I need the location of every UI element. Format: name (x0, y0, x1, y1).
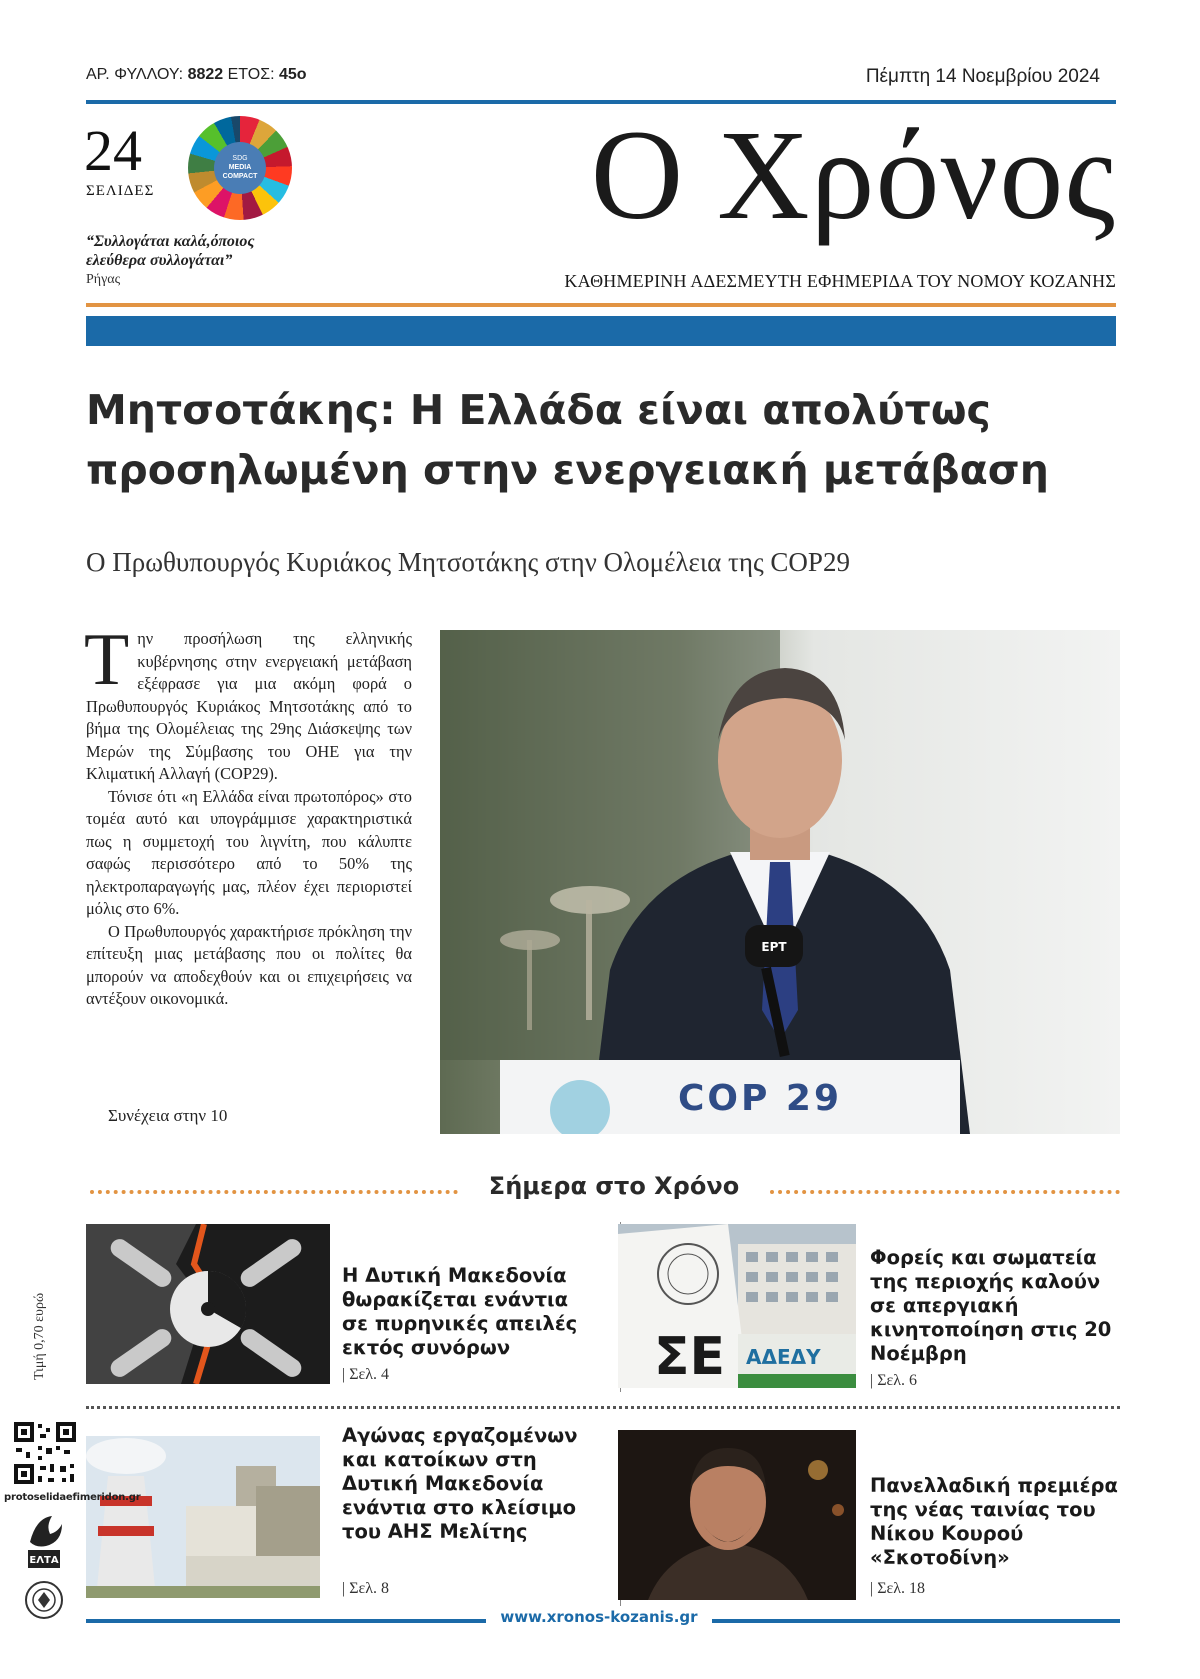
dropcap: Τ (84, 619, 130, 701)
lead-body (84, 619, 412, 1011)
footer-rule-left (86, 1619, 486, 1623)
blue-band (86, 316, 1116, 346)
newspaper-masthead: Ο Χρόνος (590, 104, 1116, 246)
issue-info: ΑΡ. ΦΥΛΛΟΥ: 8822 ΕΤΟΣ: 45ο (86, 66, 307, 83)
orange-rule (86, 303, 1116, 307)
story-4-page: | Σελ. 18 (870, 1580, 925, 1597)
story-4-title[interactable]: Πανελλαδική πρεμιέρα της νέας ταινίας του Νίκου Κουρού «Σκοτοδίνη» (870, 1474, 1118, 1569)
nuclear-illustration (86, 1224, 330, 1384)
lead-subhead: Ο Πρωθυπουργός Κυριάκος Μητσοτάκης στην Ολομέλεια της COP29 (86, 547, 850, 577)
page-count: 24 (84, 118, 142, 183)
lead-paragraph: Ο Πρωθυπουργός χαρακτήρισε πρόκληση την επίτευξη μιας μετάβασης που οι πολίτες θα μπορούν να αποδεχθούν και οι επιχειρήσεις να αντέξουν οικονομικά. (86, 921, 412, 1008)
masthead-quote: “Συλλογάται καλά,όποιος ελεύθερα συλλογάται” (86, 233, 255, 269)
story-row-divider (86, 1406, 1120, 1409)
continued-link[interactable]: Συνέχεια στην 10 (108, 1106, 228, 1125)
story-3-page: | Σελ. 8 (342, 1580, 389, 1597)
lead-paragraph: Την προσήλωση της ελληνικής κυβέρνησης στην ενεργειακή μετάβαση εξέφρασε για μια ακόμη φορά ο Πρωθυπουργός Κυριάκος Μητσοτάκης από το βήμα της Ολομέλειας της 29ης Διάσκεψης των Μερών της Σύμβασης του ΟΗΕ για την Κλιματική Αλλαγή (COP29). (84, 619, 412, 783)
power-plant-illustration (86, 1436, 320, 1598)
story-1-image[interactable] (86, 1224, 330, 1384)
story-2-title[interactable]: Φορείς και σωματεία της περιοχής καλούν σε απεργιακή κινητοποίηση στις 20 Νοέμβρη (870, 1246, 1112, 1365)
website-link[interactable]: www.xronos-kozanis.gr (500, 1608, 698, 1626)
story-1-page: | Σελ. 4 (342, 1366, 389, 1383)
story-2-page: | Σελ. 6 (870, 1372, 917, 1389)
story-1-title[interactable]: Η Δυτική Μακεδονία θωρακίζεται ενάντια σε πυρηνικές απειλές εκτός συνόρων (342, 1264, 578, 1359)
watermark-text: protoselidaefimeridon.gr (4, 1492, 141, 1503)
story-4-image[interactable] (618, 1430, 856, 1600)
sdg-media-compact-logo: SDG MEDIA COMPACT (188, 116, 292, 220)
quote-author: Ρήγας (86, 272, 121, 287)
price-label: Τιμή 0,70 ευρώ (32, 1292, 47, 1380)
issue-number: 8822 (187, 66, 224, 83)
section-dots-left (90, 1190, 458, 1194)
lead-photo (440, 630, 1120, 1134)
elta-logo-icon (22, 1512, 66, 1572)
portrait-illustration (618, 1430, 856, 1600)
newspaper-tagline: ΚΑΘΗΜΕΡΙΝΗ ΑΔΕΣΜΕΥΤΗ ΕΦΗΜΕΡΙΔΑ ΤΟΥ ΝΟΜΟΥ ΚΟΖΑΝΗΣ (564, 271, 1116, 291)
qr-code-icon[interactable] (12, 1420, 78, 1486)
seal-icon (24, 1580, 64, 1620)
banner-text-2: ΑΔΕΔΥ (746, 1345, 821, 1369)
lead-photo-illustration (440, 630, 1120, 1134)
story-3-title[interactable]: Αγώνας εργαζομένων και κατοίκων στη Δυτική Μακεδονία ενάντια στο κλείσιμο του ΑΗΣ Μελίτης (342, 1424, 578, 1543)
year-value: 45ο (279, 66, 307, 83)
banner-text: ΣΕ (654, 1327, 726, 1387)
section-title: Σήμερα στο Χρόνο (488, 1172, 740, 1200)
story-2-image[interactable] (618, 1224, 856, 1388)
mic-logo-text: ΕΡΤ (761, 940, 787, 954)
page-count-label: ΣΕΛΙΔΕΣ (86, 183, 155, 199)
story-3-image[interactable] (86, 1436, 320, 1598)
podium-text: COP 29 (677, 1078, 843, 1119)
section-dots-right (770, 1190, 1120, 1194)
lead-headline[interactable]: Μητσοτάκης: Η Ελλάδα είναι απολύτως προσηλωμένη στην ενεργειακή μετάβαση (86, 386, 1049, 494)
elta-logo-text: ΕΛΤΑ (29, 1555, 59, 1566)
footer-rule-right (712, 1619, 1120, 1623)
protest-illustration (618, 1224, 856, 1388)
lead-paragraph: Τόνισε ότι «η Ελλάδα είναι πρωτοπόρος» στο τομέα αυτό και υπογράμμισε χαρακτηριστικά πως η συμμετοχή του λιγνίτη, που κάλυπτε σαφώς περισσότερο από το 50% της ηλεκτροπαραγωγής μας, πλέον έχει περιοριστεί μόλις στο 6%. (86, 786, 412, 918)
issue-date: Πέμπτη 14 Νοεμβρίου 2024 (865, 66, 1100, 87)
